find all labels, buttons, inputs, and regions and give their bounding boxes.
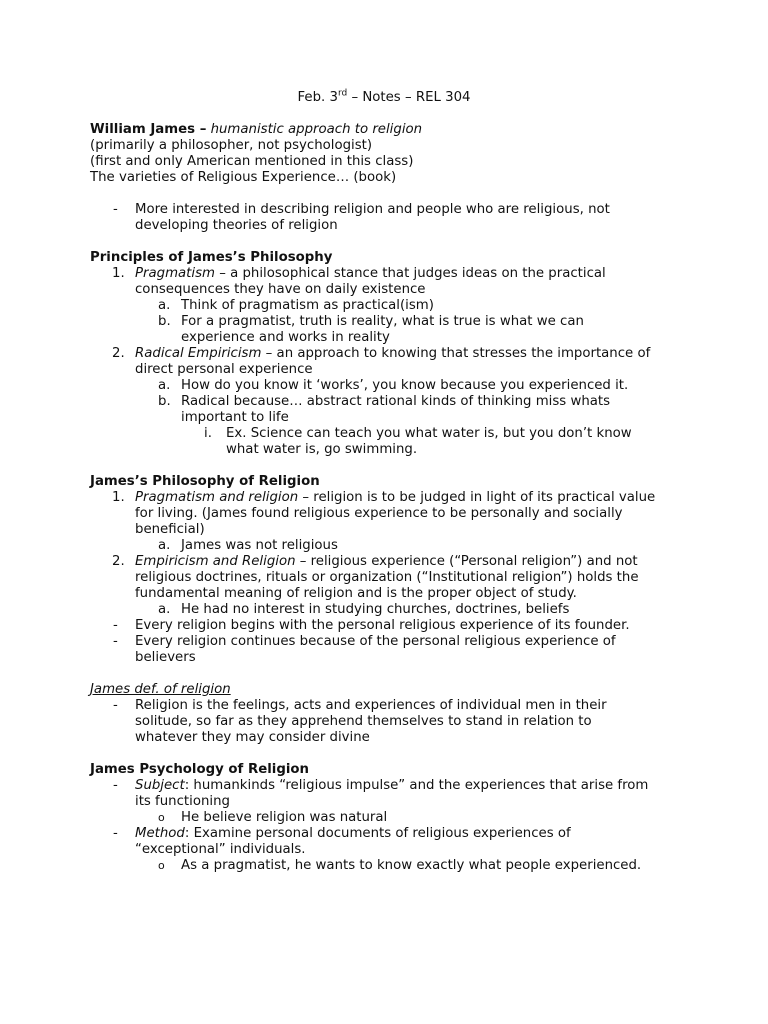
title-superscript: rd [337, 88, 348, 99]
section-heading: Principles of James’s Philosophy [90, 250, 333, 265]
sub-item: How do you know it ‘works’, you know because you experienced it. [181, 378, 629, 393]
list-item-cont: for living. (James found religious experience to be personally and socially [135, 506, 623, 521]
intro-heading [90, 122, 422, 138]
list-item-cont: direct personal experience [135, 362, 313, 377]
list-item-cont: religious doctrines, rituals or organization (“Institutional religion”) holds the [135, 570, 639, 585]
list-item: Pragmatism and religion – religion is to be judged in light of its practical value [135, 490, 656, 505]
list-item: Pragmatism – a philosophical stance that judges ideas on the practical [135, 266, 606, 281]
term: Empiricism and Religion [135, 554, 296, 569]
sub-item: For a pragmatist, truth is reality, what is true is what we can [181, 314, 584, 329]
list-item: Empiricism and Religion – religious experience (“Personal religion”) and not [135, 554, 638, 569]
dash-marker: - [113, 778, 118, 793]
bullet-text-cont: believers [135, 650, 196, 665]
list-number: 2. [112, 554, 125, 569]
bullet-text-cont: its functioning [135, 794, 230, 809]
section-heading: James def. of religion [90, 682, 231, 697]
page-title: Feb. 3rd – Notes – REL 304 [297, 88, 471, 105]
bullet-text: Subject: humankinds “religious impulse” and the experiences that arise from [135, 778, 649, 793]
sub-item: James was not religious [181, 538, 338, 553]
list-item-cont: beneficial) [135, 522, 205, 537]
sub-item: He believe religion was natural [181, 810, 388, 825]
list-letter: a. [158, 378, 171, 393]
section-heading: James’s Philosophy of Religion [90, 474, 320, 489]
intro-line: The varieties of Religious Experience… (book) [90, 170, 397, 185]
intro-line: (primarily a philosopher, not psychologist) [90, 138, 373, 153]
circle-bullet: o [158, 811, 165, 824]
bullet-text: developing theories of religion [135, 218, 338, 233]
dash-marker: - [113, 826, 118, 841]
sub-item: He had no interest in studying churches, doctrines, beliefs [181, 602, 570, 617]
sub-item-cont: experience and works in reality [181, 330, 390, 345]
list-item-cont: consequences they have on daily existence [135, 282, 426, 297]
list-number: 1. [112, 490, 125, 505]
list-letter: b. [158, 314, 171, 329]
term: Radical Empiricism [135, 346, 262, 361]
sub-item: Radical because… abstract rational kinds of thinking miss whats [181, 394, 611, 409]
list-letter: a. [158, 602, 171, 617]
intro-line: (first and only American mentioned in this class) [90, 154, 414, 169]
list-letter: a. [158, 298, 171, 313]
author-name: William James – [90, 122, 207, 137]
list-number: 1. [112, 266, 125, 281]
term: Pragmatism and religion [135, 490, 299, 505]
list-number: 2. [112, 346, 125, 361]
sub-item: Think of pragmatism as practical(ism) [181, 298, 434, 313]
bullet-text-cont: whatever they may consider divine [135, 730, 370, 745]
term: Subject [135, 778, 185, 793]
bullet-text: Every religion begins with the personal religious experience of its founder. [135, 618, 630, 633]
list-item: Radical Empiricism – an approach to knowing that stresses the importance of [135, 346, 651, 361]
bullet-text: Religion is the feelings, acts and experiences of individual men in their [135, 698, 607, 713]
bullet-text: More interested in describing religion and people who are religious, not [135, 202, 610, 217]
author-tagline: humanistic approach to religion [206, 122, 423, 137]
sub-sub-item-cont: what water is, go swimming. [226, 442, 418, 457]
list-letter: b. [158, 394, 171, 409]
bullet-text-cont: “exceptional” individuals. [135, 842, 306, 857]
sub-sub-item: Ex. Science can teach you what water is, but you don’t know [226, 426, 632, 441]
bullet-text-cont: solitude, so far as they apprehend themselves to stand in relation to [135, 714, 592, 729]
section-heading: James Psychology of Religion [90, 762, 310, 777]
list-item-cont: fundamental meaning of religion and is the proper object of study. [135, 586, 577, 601]
dash-marker: - [113, 634, 118, 649]
sub-item-cont: important to life [181, 410, 289, 425]
dash-marker: - [113, 202, 118, 217]
list-letter: a. [158, 538, 171, 553]
bullet-text: Method: Examine personal documents of religious experiences of [135, 826, 571, 841]
sub-item: As a pragmatist, he wants to know exactly what people experienced. [181, 858, 642, 873]
bullet-text: Every religion continues because of the personal religious experience of [135, 634, 616, 649]
term: Method [135, 826, 185, 841]
list-roman: i. [204, 426, 212, 441]
term: Pragmatism [135, 266, 215, 281]
circle-bullet: o [158, 859, 165, 872]
dash-marker: - [113, 618, 118, 633]
dash-marker: - [113, 698, 118, 713]
